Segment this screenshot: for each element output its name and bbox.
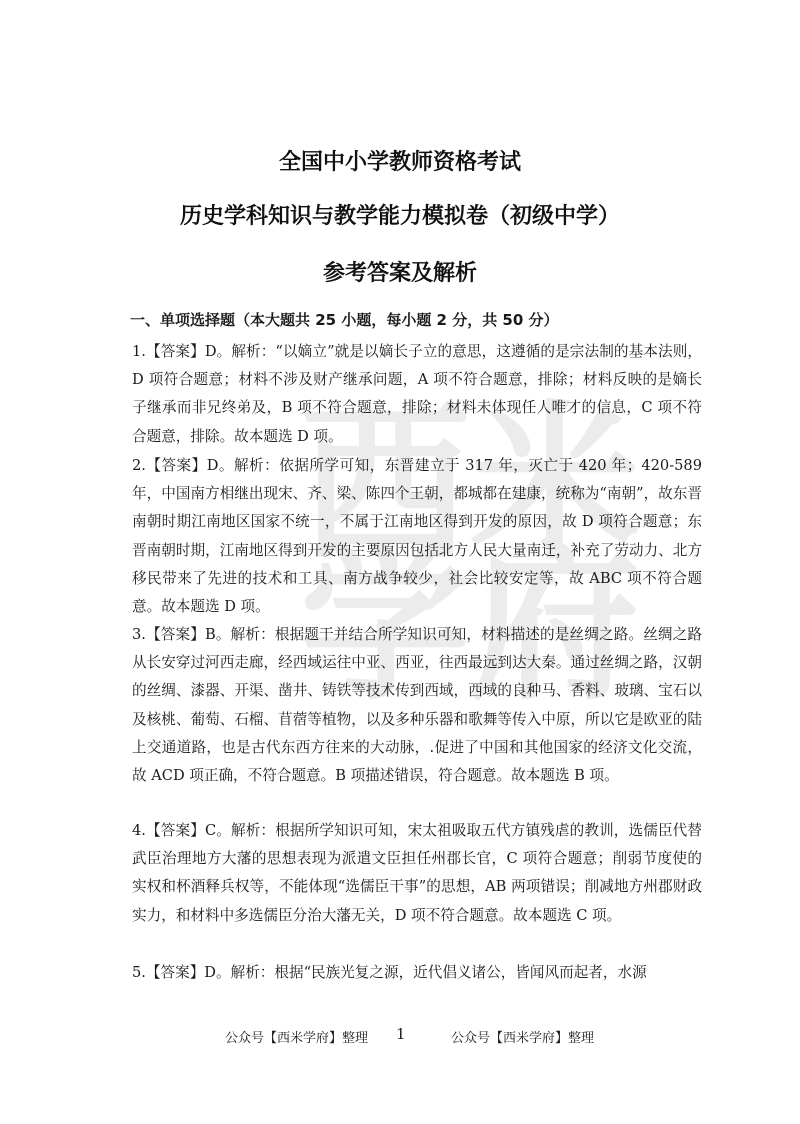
answer-text: 3.【答案】B。解析：根据题干并结合所学知识可知，材料描述的是丝绸之路。丝绸之路从长安穿过河西走廊，经西域运往中亚、西亚，往西最远到达大秦。通过丝绸之路，汉朝的丝绸、漆器、开渠、凿井、铸铁等技术传到西域，西域的良种马、香料、玻璃、宝石以及核桃、葡萄、石榴、苜蓿等植物，以及多种乐器和歌舞等传入中原，所以它是欧亚的陆上交通道路，也是古代东西方往来的大动脉，.促进了中国和其他国家的经济文化交流，故 ACD 项正确，不符合题意。B 项描述错误，符合题意。故本题选 B 项。 — [132, 626, 702, 785]
answer-text: 2.【答案】D。解析：依据所学可知，东晋建立于 317 年，灭亡于 420 年；420-589 年，中国南方相继出现宋、齐、梁、陈四个王朝，都城都在建康，统称为“南朝”，故东晋南朝时期江南地区国家不统一，不属于江南地区得到开发的原因，故 D 项符合题意；东晋南朝时期，江南地区得到开发的主要原因包括北方人民大量南迁，补充了劳动力、北方移民带来了先进的技术和工具、南方战争较少，社会比较安定等，故 ABC 项不符合题意。故本题选 D 项。 — [132, 457, 702, 616]
answer-text: 1.【答案】D。解析：“以嫡立”就是以嫡长子立的意思，这遵循的是宗法制的基本法则，D 项符合题意；材料不涉及财产继承问题，A 项不符合题意，排除；材料反映的是嫡长子继承而非兄终弟及，B 项不符合题意，排除；材料未体现任人唯才的信息，C 项不符合题意，排除。故本题选 D 项。 — [132, 343, 702, 445]
watermark-char: 米 — [470, 386, 641, 584]
watermark-char: 西 — [300, 386, 471, 584]
answer-text: 4.【答案】C。解析：根据所学知识可知，宋太祖吸取五代方镇残虐的教训，选儒臣代替武臣治理地方大藩的思想表现为派遣文臣担任州郡长官，C 项符合题意；削弱节度使的实权和杯酒释兵权等，不能体现“选儒臣干事”的思想，AB 两项错误；削减地方州郡财政实力，和材料中多选儒臣分治大藩无关，D 项不符合题意。故本题选 C 项。 — [132, 822, 702, 924]
answer-text: 5.【答案】D。解析：根据“民族光复之源，近代倡义诸公，皆闻风而起者，水源 — [132, 964, 647, 981]
watermark-char: 学 — [300, 526, 471, 724]
section-heading: 一、单项选择题（本大题共 25 小题，每小题 2 分，共 50 分） — [130, 311, 559, 329]
watermark-char: 府 — [470, 526, 641, 724]
answer-item-1 — [106, 338, 702, 451]
page-number: 1 — [396, 1025, 406, 1043]
answer-item-5 — [106, 959, 702, 987]
answer-item-2 — [106, 452, 702, 621]
page-subheading: 参考答案及解析 — [322, 261, 477, 286]
page-title: 全国中小学教师资格考试 — [278, 150, 521, 175]
answer-item-4 — [106, 817, 702, 930]
page-subtitle: 历史学科知识与教学能力模拟卷（初级中学） — [179, 204, 620, 229]
answer-item-3 — [106, 621, 702, 790]
footer-left-note: 公众号【西米学府】整理 — [225, 1031, 369, 1046]
footer-right-note: 公众号【西米学府】整理 — [451, 1031, 595, 1046]
